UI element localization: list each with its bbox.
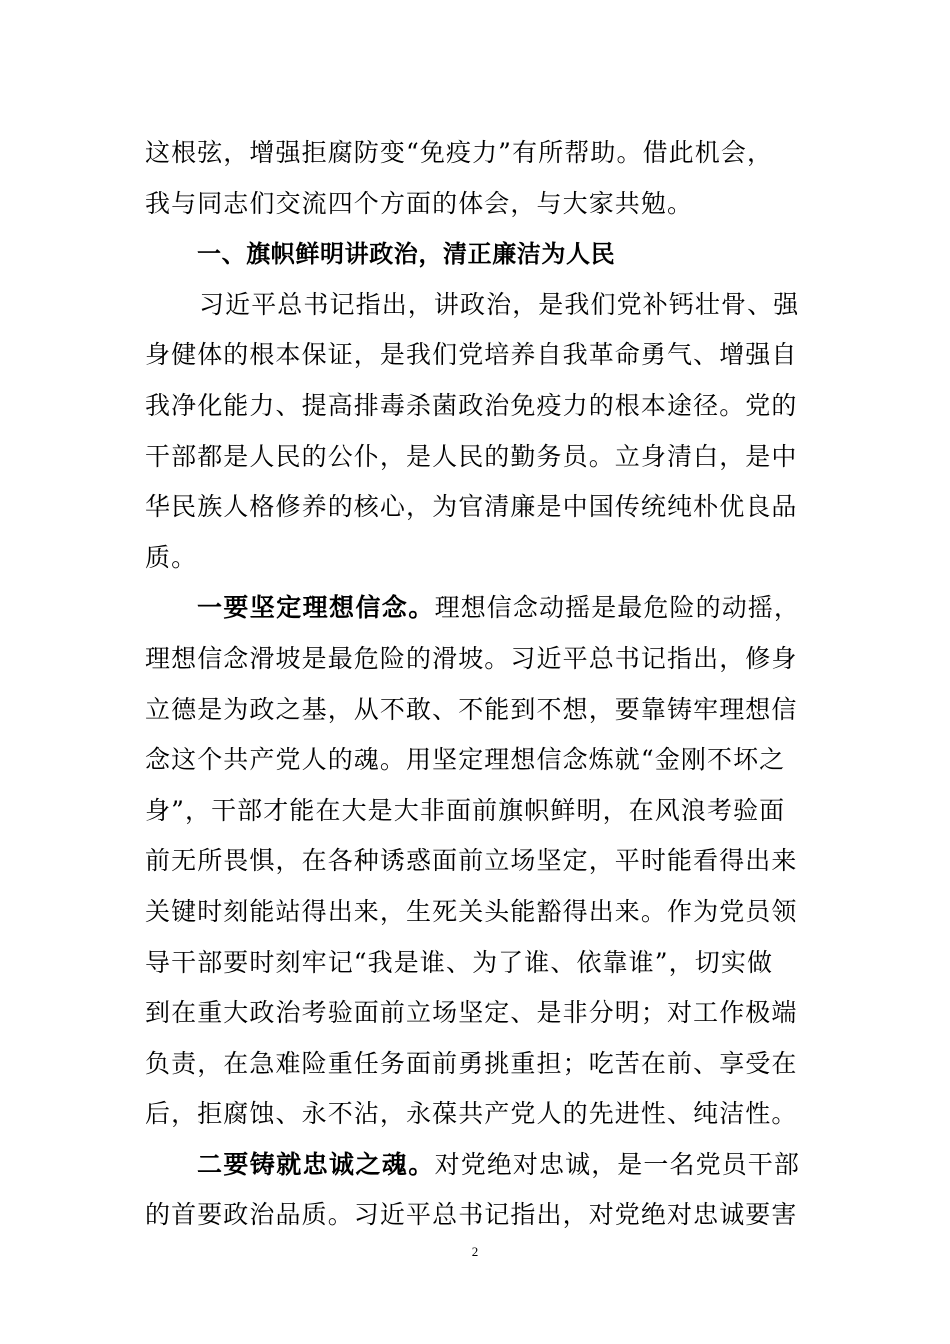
text-line: 关键时刻能站得出来，生死关头能豁得出来。作为党员领	[145, 896, 798, 926]
text-line: 华民族人格修养的核心，为官清廉是中国传统纯朴优良品	[145, 492, 798, 522]
text-run: 对党绝对忠诚，是一名党员干部	[434, 1149, 801, 1179]
text-line: 立德是为政之基，从不敢、不能到不想，要靠铸牢理想信	[145, 694, 798, 724]
text-line: 导干部要时刻牢记“我是谁、为了谁、依靠谁”，切实做	[145, 947, 774, 977]
text-line: 身”，干部才能在大是大非面前旗帜鲜明，在风浪考验面	[145, 795, 786, 825]
text-run: 理想信念动摇是最危险的动摇，	[434, 593, 801, 623]
page-number: 2	[471, 1244, 479, 1259]
paragraph-lead: 二要铸就忠诚之魂。	[197, 1149, 435, 1179]
text-line: 负责，在急难险重任务面前勇挑重担；吃苦在前、享受在	[145, 1048, 798, 1078]
paragraph-intro	[145, 128, 805, 229]
paragraph-politics	[145, 280, 805, 584]
section-heading-text: 一、旗帜鲜明讲政治，清正廉洁为人民	[197, 240, 616, 269]
text-line: 前无所畏惧，在各种诱惑面前立场坚定，平时能看得出来	[145, 846, 798, 876]
document-body	[145, 128, 805, 1241]
text-line: 质。	[145, 542, 198, 572]
text-line: 后，拒腐蚀、永不沾，永葆共产党人的先进性、纯洁性。	[145, 1099, 798, 1129]
paragraph-lead: 一要坚定理想信念。	[197, 593, 435, 623]
paragraph-ideals	[145, 583, 805, 1140]
text-line: 理想信念滑坡是最危险的滑坡。习近平总书记指出，修身	[145, 643, 798, 673]
text-line: 这根弦，增强拒腐防变“免疫力”有所帮助。借此机会，	[145, 138, 774, 167]
text-line	[145, 1140, 805, 1191]
text-line: 干部都是人民的公仆，是人民的勤务员。立身清白，是中	[145, 441, 798, 471]
text-line: 身健体的根本保证，是我们党培养自我革命勇气、增强自	[145, 340, 798, 370]
text-line: 习近平总书记指出，讲政治，是我们党补钙壮骨、强	[199, 289, 800, 319]
text-line: 我净化能力、提高排毒杀菌政治免疫力的根本途径。党的	[145, 390, 798, 420]
text-line: 到在重大政治考验面前立场坚定、是非分明；对工作极端	[145, 998, 798, 1028]
text-line: 念这个共产党人的魂。用坚定理想信念炼就“金刚不坏之	[145, 745, 786, 775]
text-line: 我与同志们交流四个方面的体会，与大家共勉。	[145, 188, 694, 218]
text-line: 的首要政治品质。习近平总书记指出，对党绝对忠诚要害	[145, 1200, 798, 1230]
paragraph-loyalty	[145, 1140, 805, 1241]
text-line	[145, 583, 805, 634]
section-heading	[145, 229, 805, 280]
